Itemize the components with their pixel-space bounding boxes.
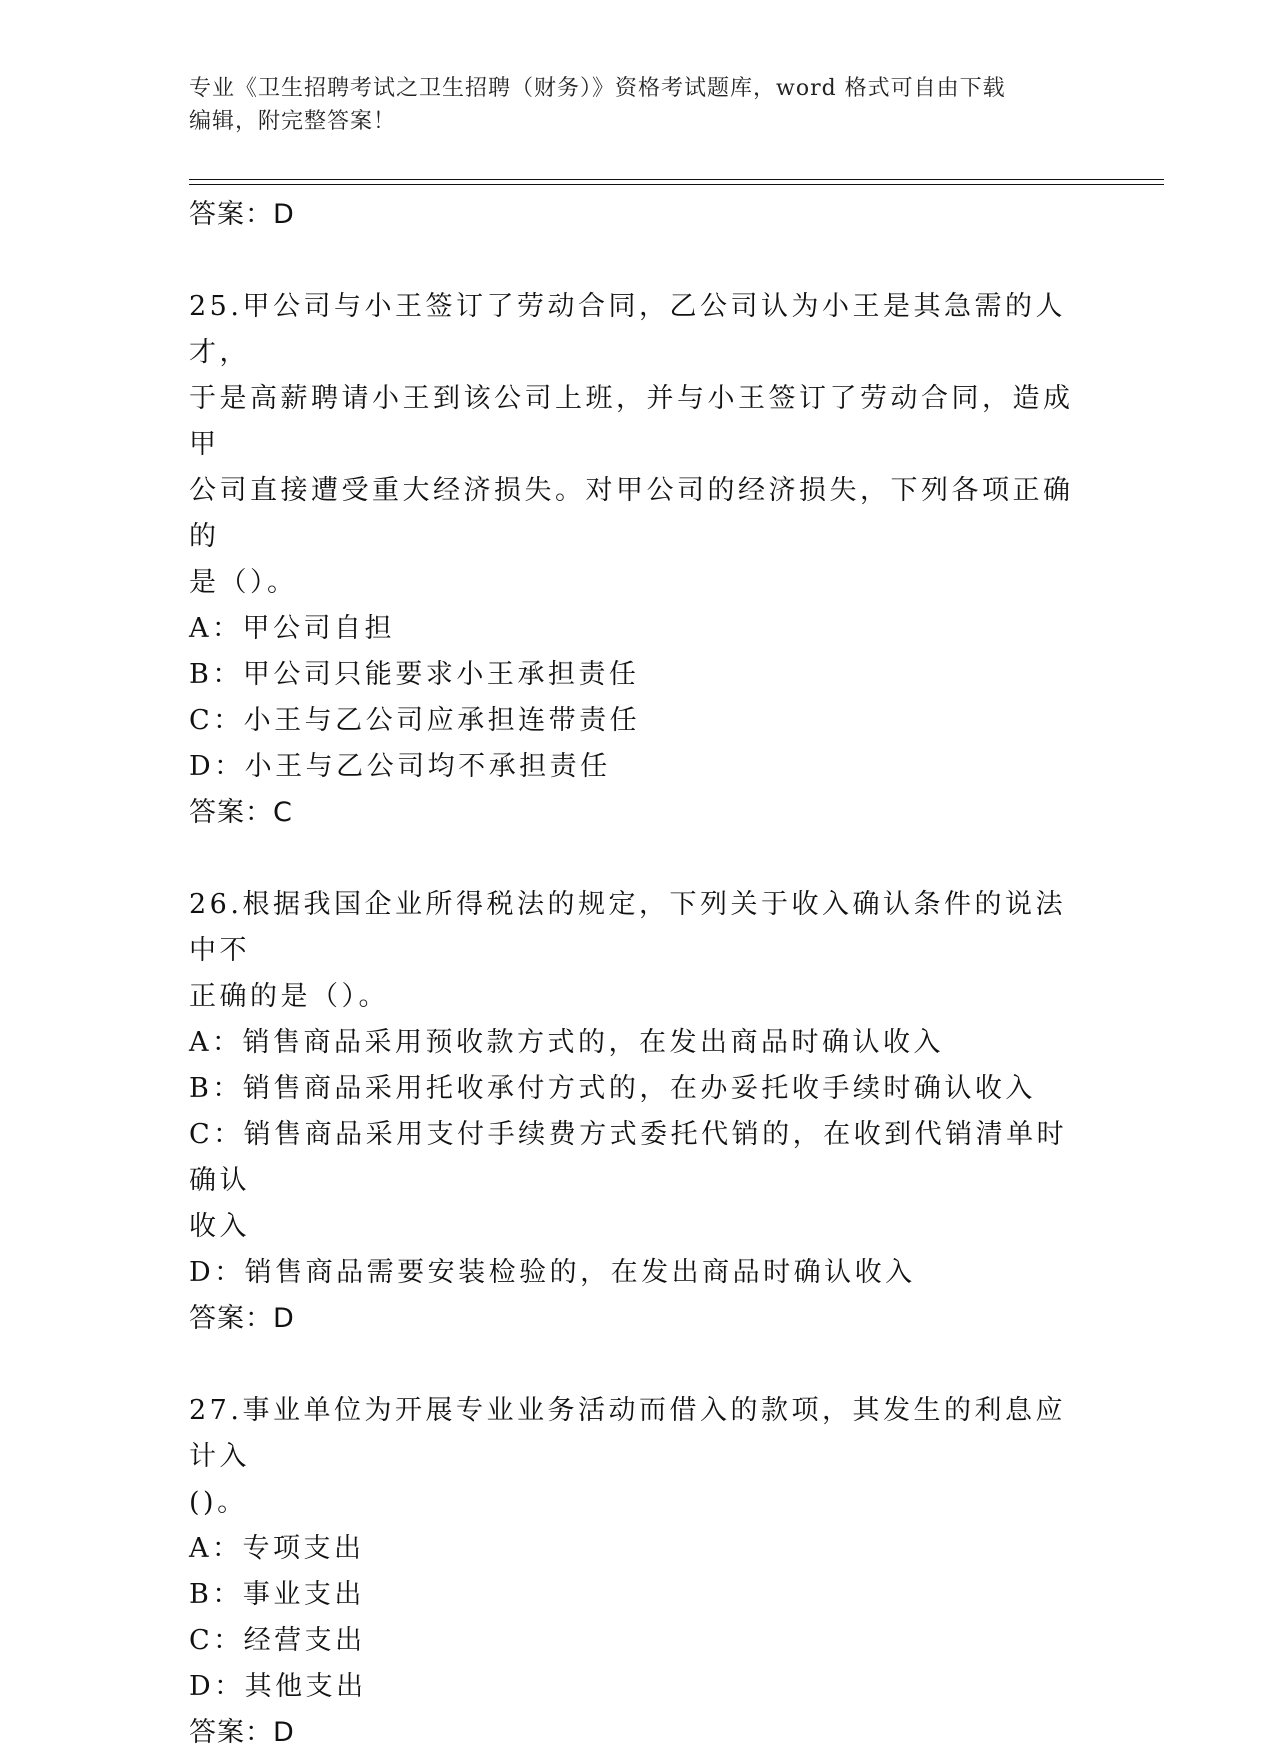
option-b: B：事业支出 (189, 1579, 365, 1610)
option-c: C：销售商品采用支付手续费方式委托代销的，在收到代销清单时确认 (189, 1119, 1068, 1196)
option-c: C：小王与乙公司应承担连带责任 (189, 705, 641, 736)
answer: 答案：D (189, 1303, 295, 1334)
option-a: A：甲公司自担 (189, 613, 395, 644)
option-d: D：其他支出 (189, 1671, 367, 1702)
option-b: B：销售商品采用托收承付方式的，在办妥托收手续时确认收入 (189, 1073, 1036, 1104)
option-b: B：甲公司只能要求小王承担责任 (189, 659, 640, 690)
question-27 (189, 1388, 1079, 1756)
option-d: D：小王与乙公司均不承担责任 (189, 751, 611, 782)
option-c-continued: 收入 (189, 1211, 250, 1242)
question-stem: 于是高薪聘请小王到该公司上班，并与小王签订了劳动合同，造成甲 (189, 383, 1074, 460)
answer-prev: 答案：D (189, 199, 295, 230)
question-stem: 正确的是（）。 (189, 981, 389, 1012)
question-list (189, 192, 1079, 1756)
spacer (189, 836, 1079, 882)
question-stem: ()。 (189, 1487, 248, 1518)
question-26 (189, 882, 1079, 1342)
answer: 答案：D (189, 1717, 295, 1748)
question-stem: 公司直接遭受重大经济损失。对甲公司的经济损失，下列各项正确的 (189, 475, 1074, 552)
question-stem: 27.事业单位为开展专业业务活动而借入的款项，其发生的利息应计入 (189, 1395, 1066, 1472)
header-line-1: 专业《卫生招聘考试之卫生招聘（财务）》资格考试题库，word 格式可自由下载 (189, 76, 1006, 101)
header-line-2: 编辑，附完整答案！ (189, 109, 397, 134)
question-25 (189, 284, 1079, 836)
question-stem: 是（）。 (189, 567, 298, 598)
header-divider-top (189, 179, 1164, 180)
option-d: D：销售商品需要安装检验的，在发出商品时确认收入 (189, 1257, 916, 1288)
spacer (189, 238, 1079, 284)
answer: 答案：C (189, 797, 293, 828)
spacer (189, 1342, 1079, 1388)
option-a: A：销售商品采用预收款方式的，在发出商品时确认收入 (189, 1027, 944, 1058)
page-header (189, 72, 1089, 138)
question-stem: 26.根据我国企业所得税法的规定，下列关于收入确认条件的说法中不 (189, 889, 1066, 966)
option-c: C：经营支出 (189, 1625, 366, 1656)
header-divider-bottom (189, 184, 1164, 185)
option-a: A：专项支出 (189, 1533, 365, 1564)
question-stem: 25.甲公司与小王签订了劳动合同，乙公司认为小王是其急需的人才， (189, 291, 1066, 368)
